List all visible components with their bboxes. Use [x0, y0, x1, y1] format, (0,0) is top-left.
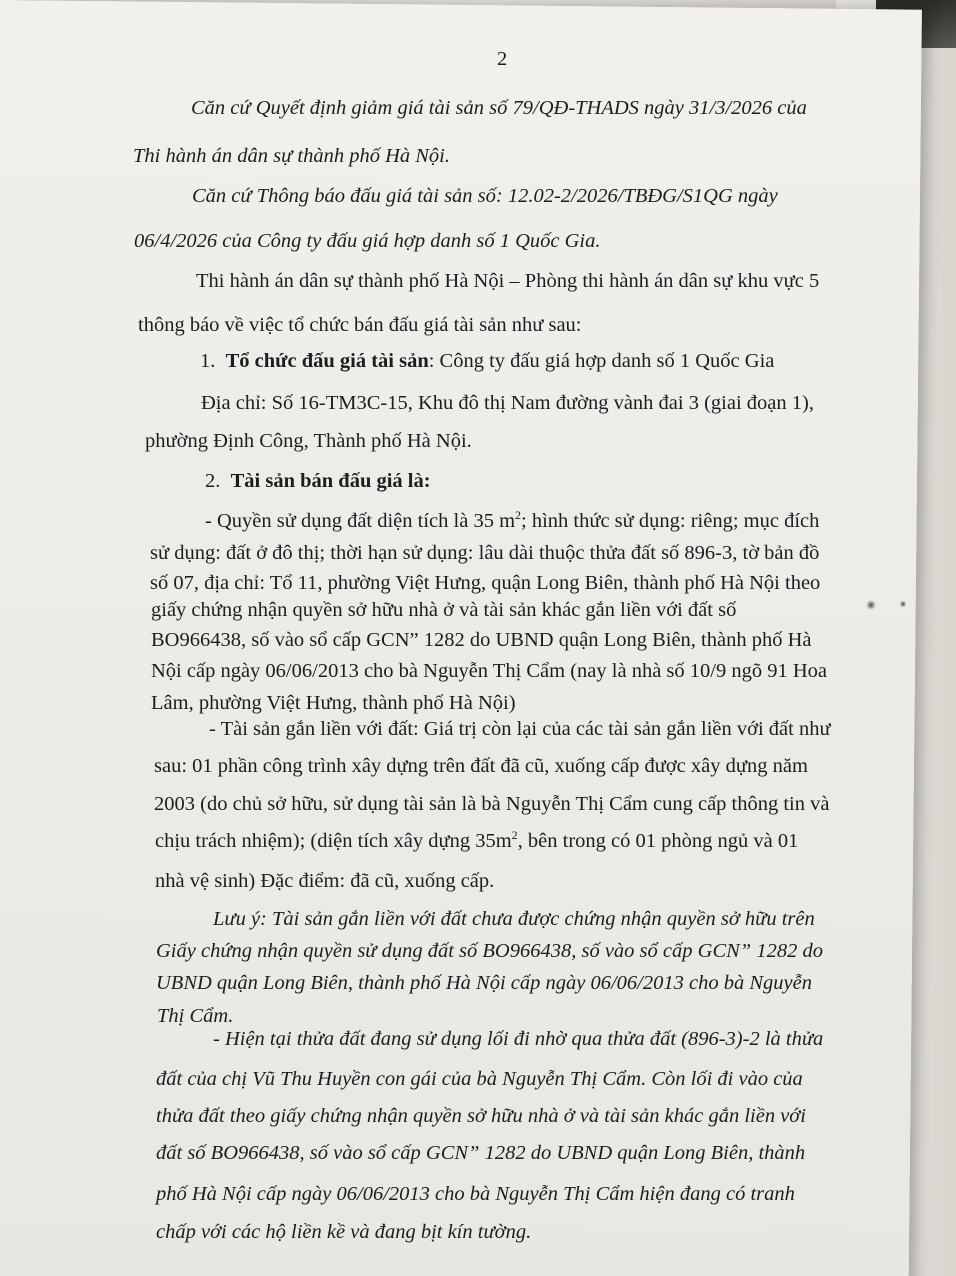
- list-number: 1.: [200, 350, 216, 372]
- superscript: 2: [515, 508, 522, 523]
- note-line: - Hiện tại thửa đất đang sử dụng lối đi nhờ qua thửa đất (896-3)-2 là thửa: [213, 1028, 824, 1050]
- paragraph-line: Căn cứ Thông báo đấu giá tài sản số: 12.02-2/2026/TBĐG/S1QG ngày: [192, 185, 778, 207]
- paragraph-line: - Tài sản gắn liền với đất: Giá trị còn lại của các tài sản gắn liền với đất như: [209, 718, 831, 740]
- list-number: 2.: [205, 470, 221, 492]
- paragraph-line: Thi hành án dân sự thành phố Hà Nội – Phòng thi hành án dân sự khu vực 5: [196, 270, 820, 292]
- note-line: đất của chị Vũ Thu Huyền con gái của bà Nguyễn Thị Cẩm. Còn lối đi vào của: [156, 1068, 803, 1090]
- paragraph-line: số 07, địa chỉ: Tổ 11, phường Việt Hưng, quận Long Biên, thành phố Hà Nội theo: [150, 572, 821, 594]
- line-part: , bên trong có 01 phòng ngủ và 01: [517, 830, 799, 852]
- paragraph-line: [205, 509, 819, 533]
- note-line: Thị Cẩm.: [157, 1005, 234, 1027]
- ink-smudge: [866, 600, 876, 610]
- heading-bold: Tài sản bán đấu giá là:: [230, 470, 431, 492]
- paragraph-line: giấy chứng nhận quyền sở hữu nhà ở và tài sản khác gắn liền với đất số: [151, 599, 737, 621]
- paragraph-line: Lâm, phường Việt Hưng, thành phố Hà Nội): [151, 692, 516, 714]
- line-part: - Quyền sử dụng đất diện tích là 35 m: [205, 510, 516, 532]
- paragraph-line: 06/4/2026 của Công ty đấu giá hợp danh số 1 Quốc Gia.: [134, 230, 601, 252]
- note-line: đất số BO966438, số vào sổ cấp GCN” 1282 do UBND quận Long Biên, thành: [156, 1142, 806, 1164]
- section-heading-1: [200, 349, 774, 373]
- page-number: 2: [497, 48, 508, 70]
- note-line: chấp với các hộ liền kề và đang bịt kín tường.: [156, 1221, 532, 1243]
- paragraph-line: sử dụng: đất ở đô thị; thời hạn sử dụng: lâu dài thuộc thửa đất số 896-3, tờ bản đồ: [150, 542, 820, 564]
- line-part: chịu trách nhiệm); (diện tích xây dựng 35m: [155, 830, 512, 852]
- note-line: phố Hà Nội cấp ngày 06/06/2013 cho bà Nguyễn Thị Cẩm hiện đang có tranh: [156, 1183, 795, 1205]
- paragraph-line: Nội cấp ngày 06/06/2013 cho bà Nguyễn Thị Cẩm (nay là nhà số 10/9 ngõ 91 Hoa: [151, 660, 827, 682]
- paragraph-line: Địa chỉ: Số 16-TM3C-15, Khu đô thị Nam đường vành đai 3 (giai đoạn 1),: [201, 392, 814, 414]
- ink-smudge: [900, 600, 906, 608]
- heading-bold: Tổ chức đấu giá tài sản: [225, 350, 429, 372]
- section-heading-2: [205, 469, 431, 493]
- paragraph-line: [155, 829, 798, 853]
- heading-rest: : Công ty đấu giá hợp danh số 1 Quốc Gia: [428, 350, 775, 372]
- paragraph-line: Thi hành án dân sự thành phố Hà Nội.: [133, 145, 450, 167]
- paragraph-line: nhà vệ sinh) Đặc điểm: đã cũ, xuống cấp.: [155, 870, 495, 892]
- line-part: ; hình thức sử dụng: riêng; mục đích: [521, 510, 820, 532]
- note-line: Lưu ý: Tài sản gắn liền với đất chưa được chứng nhận quyền sở hữu trên: [213, 908, 815, 930]
- paragraph-line: sau: 01 phần công trình xây dựng trên đất đã cũ, xuống cấp được xây dựng năm: [154, 755, 808, 777]
- paragraph-line: Căn cứ Quyết định giảm giá tài sản số 79/QĐ-THADS ngày 31/3/2026 của: [191, 97, 807, 119]
- paragraph-line: thông báo về việc tổ chức bán đấu giá tài sản như sau:: [138, 314, 582, 336]
- paragraph-line: phường Định Công, Thành phố Hà Nội.: [145, 430, 472, 452]
- paragraph-line: BO966438, số vào sổ cấp GCN” 1282 do UBND quận Long Biên, thành phố Hà: [151, 629, 812, 651]
- superscript: 2: [511, 828, 518, 843]
- note-line: UBND quận Long Biên, thành phố Hà Nội cấp ngày 06/06/2013 cho bà Nguyễn: [156, 972, 812, 994]
- note-line: Giấy chứng nhận quyền sử dụng đất số BO966438, số vào sổ cấp GCN” 1282 do: [156, 940, 823, 962]
- note-line: thửa đất theo giấy chứng nhận quyền sở hữu nhà ở và tài sản khác gắn liền với: [156, 1105, 806, 1127]
- paragraph-line: 2003 (do chủ sở hữu, sử dụng tài sản là bà Nguyễn Thị Cẩm cung cấp thông tin và: [154, 793, 830, 815]
